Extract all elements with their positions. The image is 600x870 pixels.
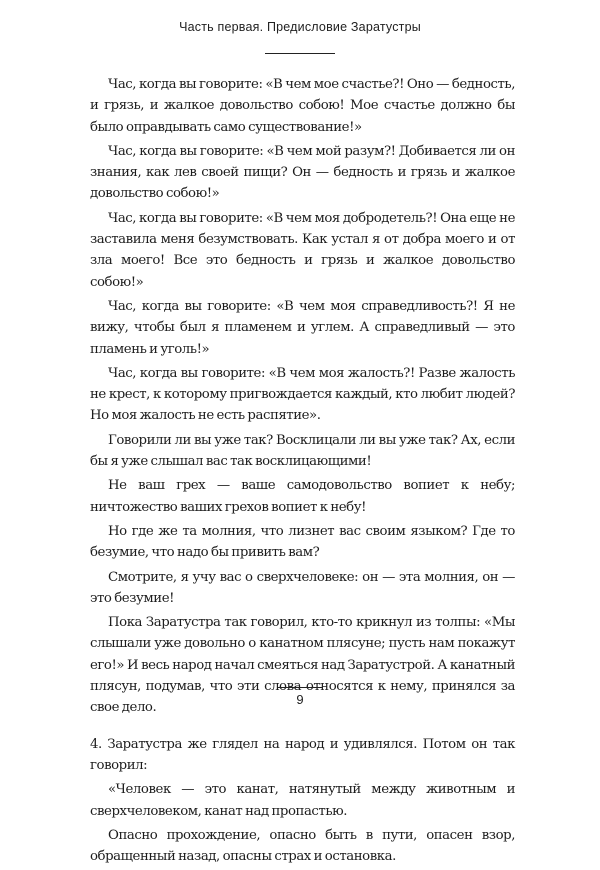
paragraph: Час, когда вы говорите: «В чем моя жалость?! Разве жалость не крест, к которому пригвождается каждый, кто любит людей? Но моя жалость не есть распятие». <box>90 365 515 424</box>
paragraph: «Человек — это канат, натянутый между животным и сверхчеловеком, канат над пропастью. <box>90 782 515 819</box>
section-start-paragraph: 4. Заратустра же глядел на народ и удивлялся. Потом он так говорил: <box>90 736 515 773</box>
running-header: Часть первая. Предисловие Заратустры <box>179 20 421 34</box>
paragraph: Опасно прохождение, опасно быть в пути, опасен взор, обращенный назад, опасны страх и остановка. <box>90 827 515 865</box>
page-body <box>90 74 515 870</box>
footer-divider <box>278 687 322 688</box>
paragraph: Час, когда вы говорите: «В чем мой разум?! Добивается ли он знания, как лев своей пищи? Он — бедность и грязь и жалкое довольство собою!» <box>90 143 515 202</box>
paragraph: Не ваш грех — ваше самодовольство вопиет к небу; ничтожество ваших грехов вопиет к небу! <box>90 478 515 515</box>
paragraph: Смотрите, я учу вас о сверхчеловеке: он — эта молния, он — это безумие! <box>90 569 515 606</box>
paragraph: Говорили ли вы уже так? Восклицали ли вы уже так? Ах, если бы я уже слышал вас так восклицающими! <box>90 432 515 470</box>
paragraph: Но где же та молния, что лизнет вас своим языком? Где то безумие, что надо бы привить вам? <box>90 523 515 561</box>
paragraph: Пока Заратустра так говорил, кто-то крикнул из толпы: «Мы слышали уже довольно о канатном плясуне; пусть нам покажут его!» И весь народ начал смеяться над Заратустрой. А канатный плясун, подумав, что эти слова относятся к нему, принялся за свое дело. <box>90 615 515 716</box>
page-number: 9 <box>296 692 304 707</box>
paragraph: Час, когда вы говорите: «В чем моя справедливость?! Я не вижу, чтобы был я пламенем и углем. А справедливый — это пламень и уголь!» <box>90 298 515 357</box>
header-divider <box>265 53 335 54</box>
paragraph: Час, когда вы говорите: «В чем мое счастье?! Оно — бедность, и грязь, и жалкое довольство собою! Мое счастье должно бы было оправдывать само существование!» <box>90 77 515 135</box>
paragraph: Час, когда вы говорите: «В чем моя добродетель?! Она еще не заставила меня безумствовать. Как устал я от добра моего и от зла моего! Все это бедность и грязь и жалкое довольство собою!» <box>90 210 515 290</box>
